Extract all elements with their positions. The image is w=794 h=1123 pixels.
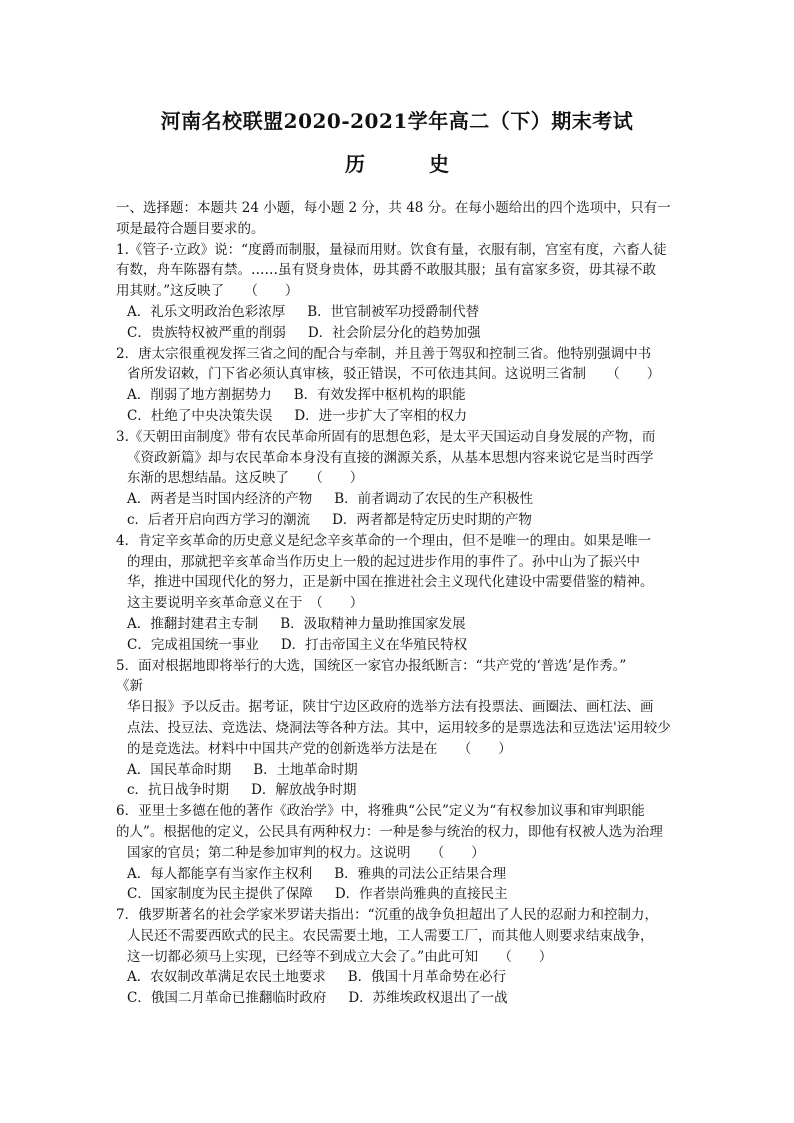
option-d: D．两者都是特定历史时期的产物: [332, 511, 532, 528]
question-4: [116, 531, 688, 656]
option-d: D．打击帝国主义在华殖民特权: [280, 636, 468, 653]
question-text: 3.《天朝田亩制度》带有农民革命所固有的思想色彩，是太平天国运动自身发展的产物，而: [116, 428, 656, 445]
question-text: 点法、投豆法、竞选法、烧洞法等各种方法。其中，运用较多的是票选法和豆选法'运用较少: [127, 719, 671, 736]
option-row: [116, 864, 688, 885]
question-text: 5．面对根据地即将举行的大选，国统区一家官办报纸断言：“共产党的‘普选’是作秀。”: [116, 657, 627, 674]
option-b: B．世官制被军功授爵制代替: [307, 303, 480, 320]
option-row: [116, 967, 688, 988]
option-row: [116, 406, 688, 427]
option-d: D．作者崇尚雅典的直接民主: [334, 886, 508, 903]
option-d: D．苏维埃政权退出了一战: [348, 990, 508, 1007]
question-text: 4．肯定辛亥革命的历史意义是纪念辛亥革命的一个理由，但不是唯一的理由。如果是唯一: [116, 532, 652, 549]
option-row: [116, 323, 688, 344]
question-text: 6．亚里士多德在他的著作《政治学》中，将雅典“公民”定义为“有权参加议事和审判职能: [116, 803, 645, 820]
option-a: A．农奴制改革满足农民土地要求: [127, 969, 326, 986]
question-text: 国家的官员；第二种是参加审判的权力。这说明 （ ）: [127, 844, 485, 861]
option-row: [116, 489, 688, 510]
option-a: A．两者是当时国内经济的产物: [127, 491, 313, 508]
option-a: A．每人都能享有当家作主权利: [127, 865, 313, 882]
option-a: A．削弱了地方割据势力: [127, 387, 272, 404]
option-row: [116, 302, 688, 323]
option-row: [116, 884, 688, 905]
question-text: 有数，舟车陈器有禁。……虽有贤身贵体，毋其爵不敢服其服；虽有富家多资，毋其禄不敢: [116, 262, 656, 279]
option-c: c．抗日战争时期: [127, 782, 230, 799]
question-text: 1.《管子·立政》说：“度爵而制服，量禄而用财。饮食有量，衣服有制，宫室有度，六畜人徒: [116, 241, 667, 258]
option-b: B．前者调动了农民的生产积极性: [334, 491, 534, 508]
question-text: 的人”。根据他的定义，公民具有两种权力：一种是参与统治的权力，即他有权被人选为治理: [116, 823, 663, 840]
option-c: C．完成祖国统一事业: [127, 636, 259, 653]
question-text: 华，推进中国现代化的努力，正是新中国在推进社会主义现代化建设中需要借鉴的精神。: [127, 574, 654, 591]
question-text: 2．唐太宗很重视发挥三省之间的配合与牵制，并且善于驾驭和控制三省。他特别强调中书: [116, 345, 652, 362]
option-a: A．礼乐文明政治色彩浓厚: [127, 303, 286, 320]
question-7: [116, 905, 688, 1009]
question-5: [116, 656, 688, 802]
question-2: [116, 344, 688, 427]
option-row: [116, 385, 688, 406]
question-text: 的理由，那就把辛亥革命当作历史上一般的起过进步作用的事件了。孙中山为了振兴中: [127, 553, 640, 570]
option-b: B．土地革命时期: [253, 761, 358, 778]
question-text: 人民还不需要西欧式的民主。农民需要土地，工人需要工厂，而其他人则要求结束战争，: [127, 927, 654, 944]
instruction-line: 项是最符合题目要求的。: [116, 220, 265, 237]
option-d: D．进一步扩大了宰相的权力: [294, 407, 468, 424]
option-b: B．俄国十月革命势在必行: [347, 969, 507, 986]
option-b: B．雅典的司法公正结果合理: [334, 865, 507, 882]
option-row: [116, 614, 688, 635]
question-text: 华日报》予以反击。据考证，陕甘宁边区政府的选举方法有投票法、画圈法、画杠法、画: [127, 699, 654, 716]
option-b: B．汲取精神力量助推国家发展: [280, 615, 466, 632]
subject-title: 历 史: [345, 152, 471, 176]
option-d: D．社会阶层分化的趋势加强: [307, 324, 481, 341]
option-c: C．国家制度为民主提供了保障: [127, 886, 313, 903]
option-a: A．推翻封建君主专制: [127, 615, 259, 632]
option-d: D．解放战争时期: [251, 782, 357, 799]
question-text: 《新: [116, 678, 143, 695]
option-row: [116, 780, 688, 801]
option-c: c．后者开启向西方学习的潮流: [127, 511, 311, 528]
option-row: [116, 510, 688, 531]
option-c: C．杜绝了中央决策失误: [127, 407, 273, 424]
question-text: 的是竞选法。材料中中国共产党的创新选举方法是在 （ ）: [127, 740, 512, 757]
question-text: 省所发诏敕，门下省必须认真审核，驳正错误，不可依违其间。这说明三省制 （ ）: [127, 366, 661, 383]
question-text: 这主要说明辛亥革命意义在于 （ ）: [127, 595, 364, 612]
question-1: [116, 240, 688, 344]
option-c: C．俄国二月革命已推翻临时政府: [127, 990, 327, 1007]
question-text: 用其财。”这反映了 （ ）: [116, 283, 299, 300]
question-3: [116, 427, 688, 531]
instruction-line: 一、选择题：本题共 24 小题，每小题 2 分，共 48 分。在每小题给出的四个选项中，只有一: [116, 200, 671, 216]
option-row: [116, 988, 688, 1009]
section-instructions: [116, 198, 688, 240]
question-6: [116, 801, 688, 905]
question-text: 这一切都必须马上实现，已经等不到成立大会了。”由此可知 （ ）: [127, 948, 553, 965]
exam-body: [116, 198, 688, 1009]
question-text: 东渐的思想结晶。这反映了 （ ）: [127, 470, 364, 487]
exam-title: 河南名校联盟2020-2021学年高二（下）期末考试: [160, 109, 634, 133]
option-row: [116, 635, 688, 656]
question-text: 《资政新篇》却与农民革命本身没有直接的渊源关系，从基本思想内容来说它是当时西学: [127, 449, 654, 466]
question-text: 7．俄罗斯著名的社会学家米罗诺夫指出：“沉重的战争负担超出了人民的忍耐力和控制力，: [116, 907, 658, 924]
option-a: A．国民革命时期: [127, 761, 232, 778]
option-c: C．贵族特权被严重的削弱: [127, 324, 286, 341]
option-b: B．有效发挥中枢机构的职能: [293, 387, 466, 404]
option-row: [116, 760, 688, 781]
